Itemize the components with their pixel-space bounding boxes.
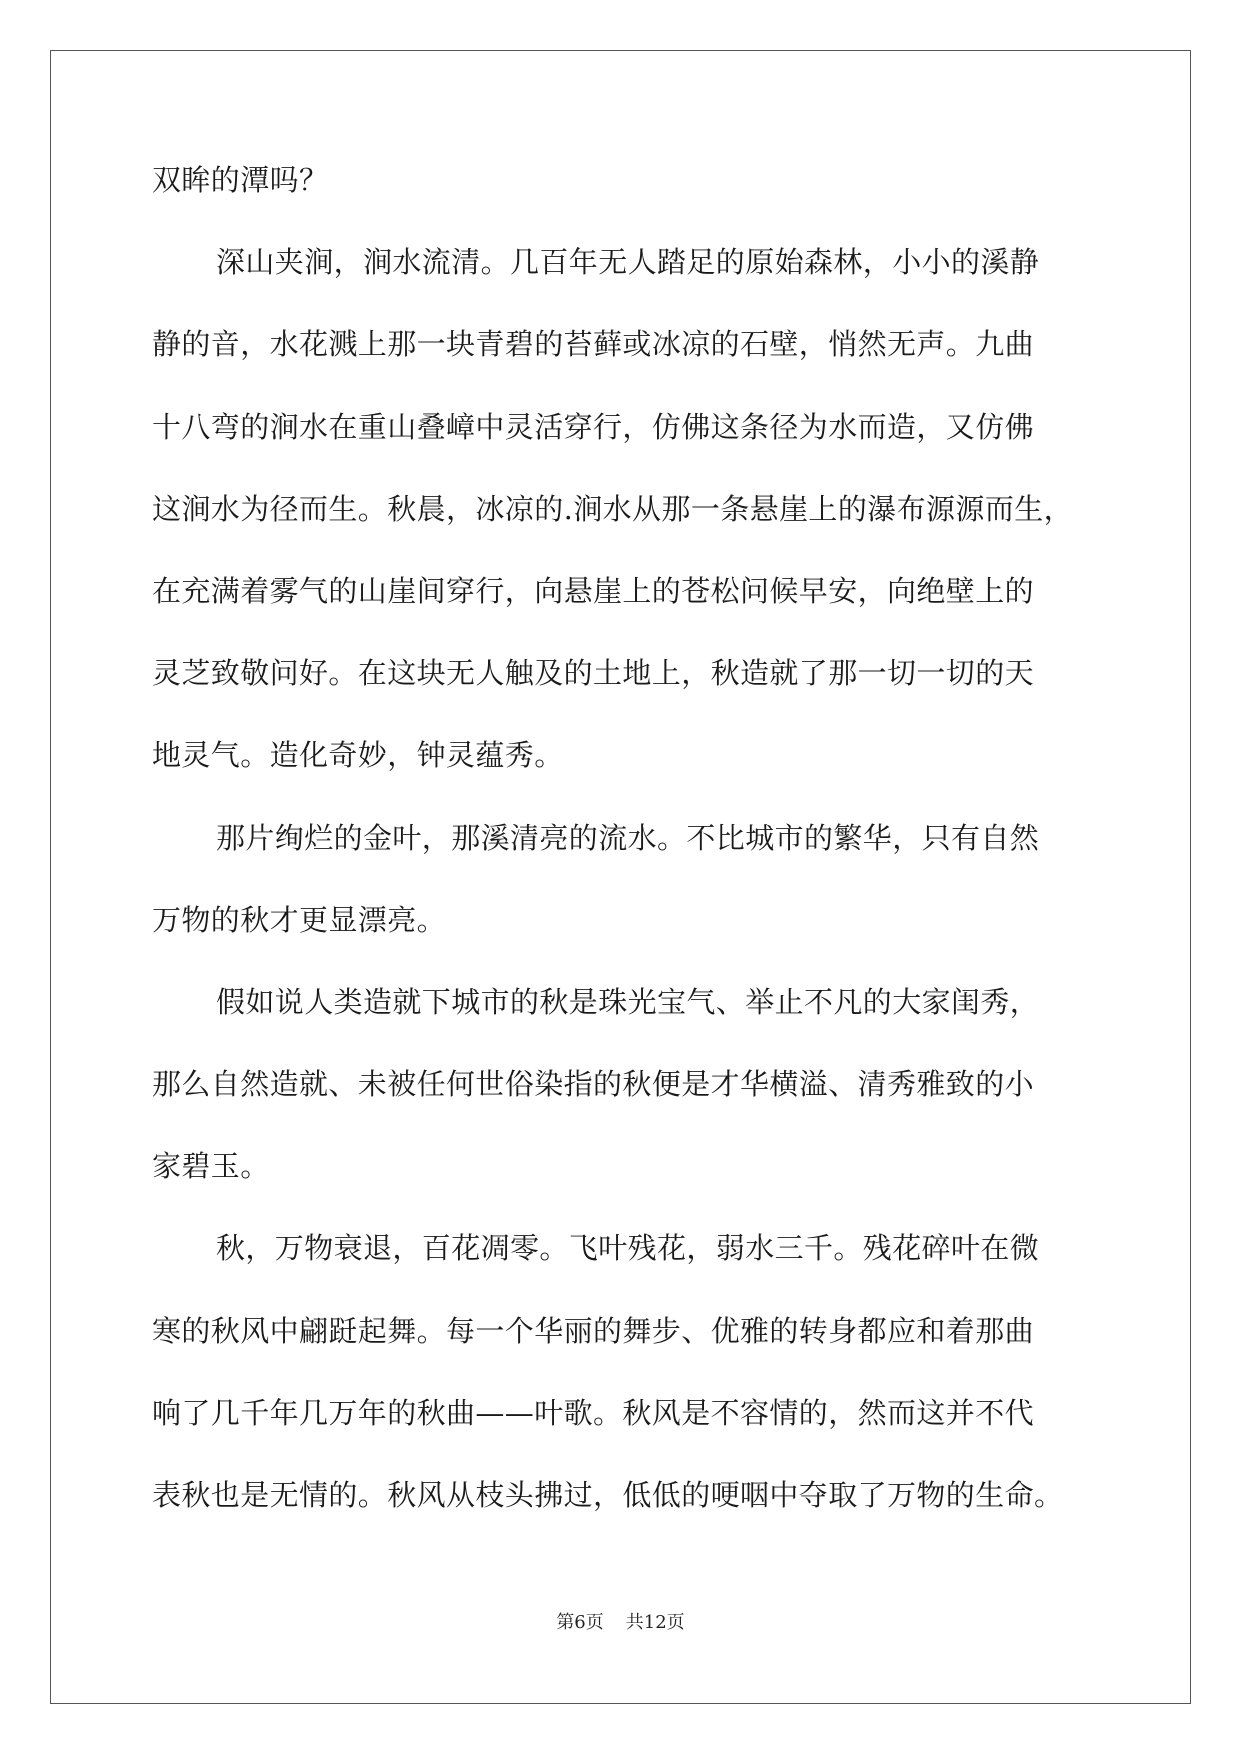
document-body — [152, 160, 1092, 1557]
text-line-5: 这涧水为径而生。秋晨，冰凉的.涧水从那一条悬崖上的瀑布源源而生， — [152, 491, 1074, 526]
text-line-14: 秋，万物衰退，百花凋零。飞叶残花，弱水三千。残花碎叶在微 — [216, 1231, 1040, 1266]
text-line-3: 静的音，水花溅上那一块青碧的苔藓或冰凉的石壁，悄然无声。九曲 — [152, 327, 1035, 362]
text-line-17: 表秋也是无情的。秋风从枝头拂过，低低的哽咽中夺取了万物的生命。 — [152, 1478, 1064, 1512]
text-line-10: 万物的秋才更显漂亮。 — [152, 902, 447, 937]
text-line-9: 那片绚烂的金叶，那溪清亮的流水。不比城市的繁华，只有自然 — [216, 820, 1040, 855]
text-line-4: 十八弯的涧水在重山叠嶂中灵活穿行，仿佛这条径为水而造，又仿佛 — [152, 409, 1035, 444]
page-total: 共12页 — [625, 1612, 685, 1633]
page-footer — [0, 1612, 1241, 1634]
text-line-1: 双眸的潭吗？ — [152, 163, 329, 197]
text-line-12: 那么自然造就、未被任何世俗染指的秋便是才华横溢、清秀雅致的小 — [152, 1067, 1035, 1102]
text-line-16: 响了几千年几万年的秋曲——叶歌。秋风是不容情的，然而这并不代 — [152, 1395, 1035, 1430]
text-line-2: 深山夹涧，涧水流清。几百年无人踏足的原始森林，小小的溪静 — [216, 245, 1040, 280]
page-number: 第6页 — [556, 1612, 604, 1633]
text-line-6: 在充满着雾气的山崖间穿行，向悬崖上的苍松问候早安，向绝壁上的 — [152, 573, 1035, 608]
text-line-8: 地灵气。造化奇妙，钟灵蕴秀。 — [152, 738, 564, 773]
text-line-11: 假如说人类造就下城市的秋是珠光宝气、举止不凡的大家闺秀， — [216, 984, 1040, 1019]
text-line-15: 寒的秋风中翩跹起舞。每一个华丽的舞步、优雅的转身都应和着那曲 — [152, 1313, 1035, 1348]
text-line-7: 灵芝致敬问好。在这块无人触及的土地上，秋造就了那一切一切的天 — [152, 656, 1035, 691]
text-line-13: 家碧玉。 — [152, 1149, 270, 1184]
